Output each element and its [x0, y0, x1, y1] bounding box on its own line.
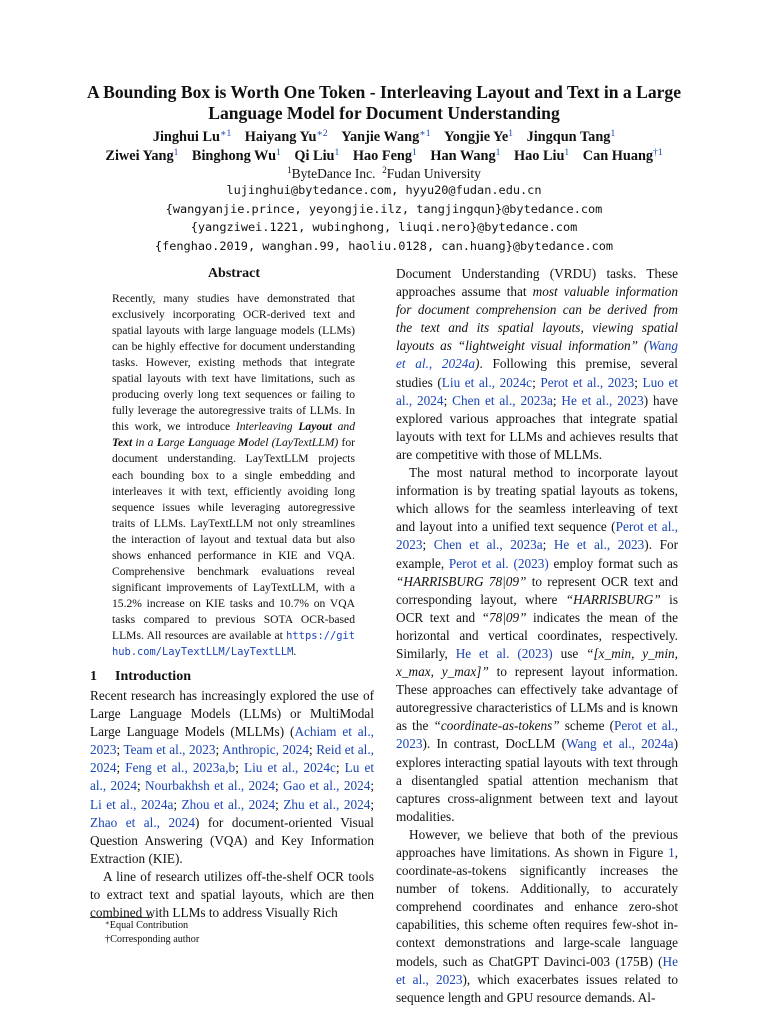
- abstract-heading: Abstract: [207, 266, 261, 281]
- email-line: {fenghao.2019, wanghan.99, haoliu.0128, can.huang}@bytedance.com: [154, 238, 614, 253]
- citation-link[interactable]: Perot et al., 2023: [396, 718, 678, 752]
- email-list: [40, 181, 728, 255]
- citation-link[interactable]: He et al. (2023): [455, 645, 553, 661]
- section-heading-introduction: 1 Introduction: [90, 669, 191, 684]
- author: Hao Feng$^1$: [352, 148, 417, 164]
- intro-paragraph-4: However, we believe that both of the previous approaches have limitations. As shown in Figure 1, coordinate-as-tokens significantly increases the number of tokens. Additionally, to accurately comprehend coordinates and enhance zero-shot capabilities, this scheme often requires few-shot in-context demonstrations and large-scale language models, such as ChatGPT Davinci-003 (175B) (He et al., 2023), which exacerbates issues related to sequence length and GPU resource demands. Al-: [396, 826, 678, 1005]
- author-row-1: [40, 128, 728, 147]
- citation-link[interactable]: Chen et al., 2023a: [452, 392, 553, 408]
- citation-link[interactable]: Zhu et al., 2024: [283, 796, 371, 812]
- author: Haiyang $Yu^{∗2}$: [244, 129, 328, 145]
- citation-link[interactable]: Perot et al., 2023: [396, 519, 678, 553]
- affiliation-bytedance: ByteDance Inc.: [291, 166, 376, 181]
- citation-link[interactable]: Perot et al., 2023: [540, 374, 635, 390]
- email-line: {yangziwei.1221, wubinghong, liuqi.nero}@bytedance.com: [190, 220, 578, 234]
- affiliations: $^1$ByteDance Inc. $^2$Fudan University: [287, 165, 481, 181]
- author-row-2: [40, 147, 728, 166]
- left-column-body: [90, 687, 374, 922]
- citation-link[interactable]: Li et al., 2024a: [90, 796, 174, 812]
- author: Yanjie Wang$^{∗1}$: [341, 129, 431, 145]
- right-column-body: [396, 265, 678, 1007]
- citation-link[interactable]: Liu et al., 2024c: [441, 374, 533, 390]
- citation-link[interactable]: Achiam et al., 2023: [90, 724, 374, 758]
- intro-paragraph-2-continued: Document Understanding (VRDU) tasks. These approaches assume that most valuable information for document comprehension can be derived from the text and its spatial layouts, viewing spatial layouts as “lightweight visual information” (Wang et al., 2024a). Following this premise, several studies (Liu et al., 2024c; Perot et al., 2023; Luo et al., 2024; Chen et al., 2023a; He et al., 2023) have explored various approaches that integrate spatial layouts with text for LLMs and achieves results that are competitive with those of MLLMs.: [396, 266, 679, 462]
- email-line: {wangyanjie.prince, yeyongjie.ilz, tangjingqun}@bytedance.com: [165, 201, 603, 216]
- citation-link[interactable]: Liu et al., 2024c: [243, 760, 336, 776]
- footnote: †Corresponding author: [105, 934, 200, 945]
- citation-link[interactable]: Luo et al., 2024: [396, 374, 679, 408]
- github-link[interactable]: https://github.com/LayTextLLM/LayTextLLM: [112, 629, 355, 659]
- figure-ref-link[interactable]: 1: [668, 845, 675, 860]
- citation-link[interactable]: Nourbakhsh et al., 2024: [145, 778, 276, 794]
- affiliation-fudan: Fudan University: [386, 166, 481, 181]
- author: Qi Liu$^1$: [294, 148, 340, 164]
- citation-link[interactable]: Wang et al., 2024a: [566, 736, 674, 752]
- author: Ziwei Yang$^1$: [105, 148, 179, 164]
- citation-link[interactable]: He et al., 2023: [561, 392, 644, 408]
- footnotes: [105, 919, 199, 947]
- author: Jingqun Tang$^1$: [526, 129, 616, 145]
- citation-link[interactable]: Zhou et al., 2024: [181, 796, 276, 812]
- intro-paragraph-3: The most natural method to incorporate layout information is by treating spatial layouts as tokens, which allows for the seamless interleaving of text and layout into a unified text sequence (Perot et al., 2023; Chen et al., 2023a; He et al., 2023). For example, Perot et al. (2023) employ format such as “HARRISBURG 78|09” to represent OCR text and corresponding layout, where “HARRISBURG” is OCR text and “78|09” indicates the mean of the horizontal and vertical coordinates, respectively. Similarly, He et al. (2023) use “[x_min, y_min, x_max, y_max]” to represent layout information. These approaches can effectively take advantage of autoregressive characteristics of LLMs and is known as the “coordinate-as-tokens” scheme (Perot et al., 2023). In contrast, DocLLM (Wang et al., 2024a) explores interacting spatial layouts with text through a disentangled spatial attention mechanism that captures cross-alignment between text and layout modalities.: [396, 465, 679, 824]
- citation-link[interactable]: Feng et al., 2023a,b: [125, 760, 236, 776]
- citation-link[interactable]: Gao et al., 2024: [283, 778, 371, 794]
- author: Han Wang$^1$: [430, 148, 501, 164]
- author: Hao Liu$^1$: [513, 148, 570, 164]
- intro-paragraph-2: A line of research utilizes off-the-shelf OCR tools to extract text and spatial layouts, which are then combined with LLMs to address Visually Rich: [90, 868, 374, 921]
- citation-link[interactable]: Perot et al. (2023): [448, 555, 549, 571]
- citation-link[interactable]: Zhao et al., 2024: [90, 814, 195, 830]
- footnote: ∗Equal Contribution: [105, 919, 189, 931]
- author: Can Huang$^{\dagger 1}$: [582, 148, 663, 164]
- author: Binghong Wu$^1$: [191, 148, 281, 164]
- author-list: [40, 128, 728, 166]
- citation-link[interactable]: Team et al., 2023: [123, 742, 216, 758]
- citation-link[interactable]: He et al., 2023: [553, 537, 645, 553]
- citation-link[interactable]: He et al., 2023: [396, 953, 678, 987]
- author: Jinghui $Lu^{∗1}$: [152, 129, 232, 145]
- intro-paragraph-1: Recent research has increasingly explored the use of Large Language Models (LLMs) or MultiModal Large Language Models (MLLMs) (Achiam et al., 2023; Team et al., 2023; Anthropic, 2024; Reid et al., 2024; Feng et al., 2023a,b; Liu et al., 2024c; Lu et al., 2024; Nourbakhsh et al., 2024; Gao et al., 2024; Li et al., 2024a; Zhou et al., 2024; Zhu et al., 2024; Zhao et al., 2024) for document-oriented Visual Question Answering (VQA) and Key Information Extraction (KIE).: [90, 688, 375, 866]
- citation-link[interactable]: Wang et al., 2024a: [396, 338, 678, 372]
- citation-link[interactable]: Anthropic, 2024: [221, 742, 309, 758]
- citation-link[interactable]: Reid et al., 2024: [90, 742, 374, 776]
- email-line: lujinghui@bytedance.com, hyyu20@fudan.edu.cn: [226, 183, 542, 197]
- abstract-body: Recently, many studies have demonstrated that exclusively incorporating OCR-derived text and spatial layouts with large language models (LLMs) can be highly effective for document understanding tasks. However, existing methods that integrate spatial layouts with text have limitations, such as producing overly long text sequences or failing to fully leverage the autoregressive traits of LLMs. In this work, we introduce Interleaving Layout and Text in a Large Language Model (LayTextLLM) for document understanding. LayTextLLM projects each bounding box to a single embedding and interleaves it with text, efficiently avoiding long sequence issues while leveraging autoregressive traits of LLMs. LayTextLLM not only streamlines the interaction of layout and textual data but also shows enhanced performance in KIE and VQA. Comprehensive benchmark evaluations reveal significant improvements of LayTextLLM, with a 15.2% increase on KIE tasks and 10.7% on VQA tasks compared to previous SOTA OCR-based LLMs. All resources are available at https://github.com/LayTextLLM/LayTextLLM.: [112, 292, 355, 659]
- citation-link[interactable]: Lu et al., 2024: [90, 760, 375, 794]
- footnote-rule: [90, 917, 152, 918]
- citation-link[interactable]: Chen et al., 2023a: [433, 537, 543, 553]
- author: Yongjie Ye$^1$: [444, 129, 513, 145]
- paper-title: A Bounding Box is Worth One Token - Interleaving Layout and Text in a Large Language Model for Document Understanding: [86, 82, 682, 123]
